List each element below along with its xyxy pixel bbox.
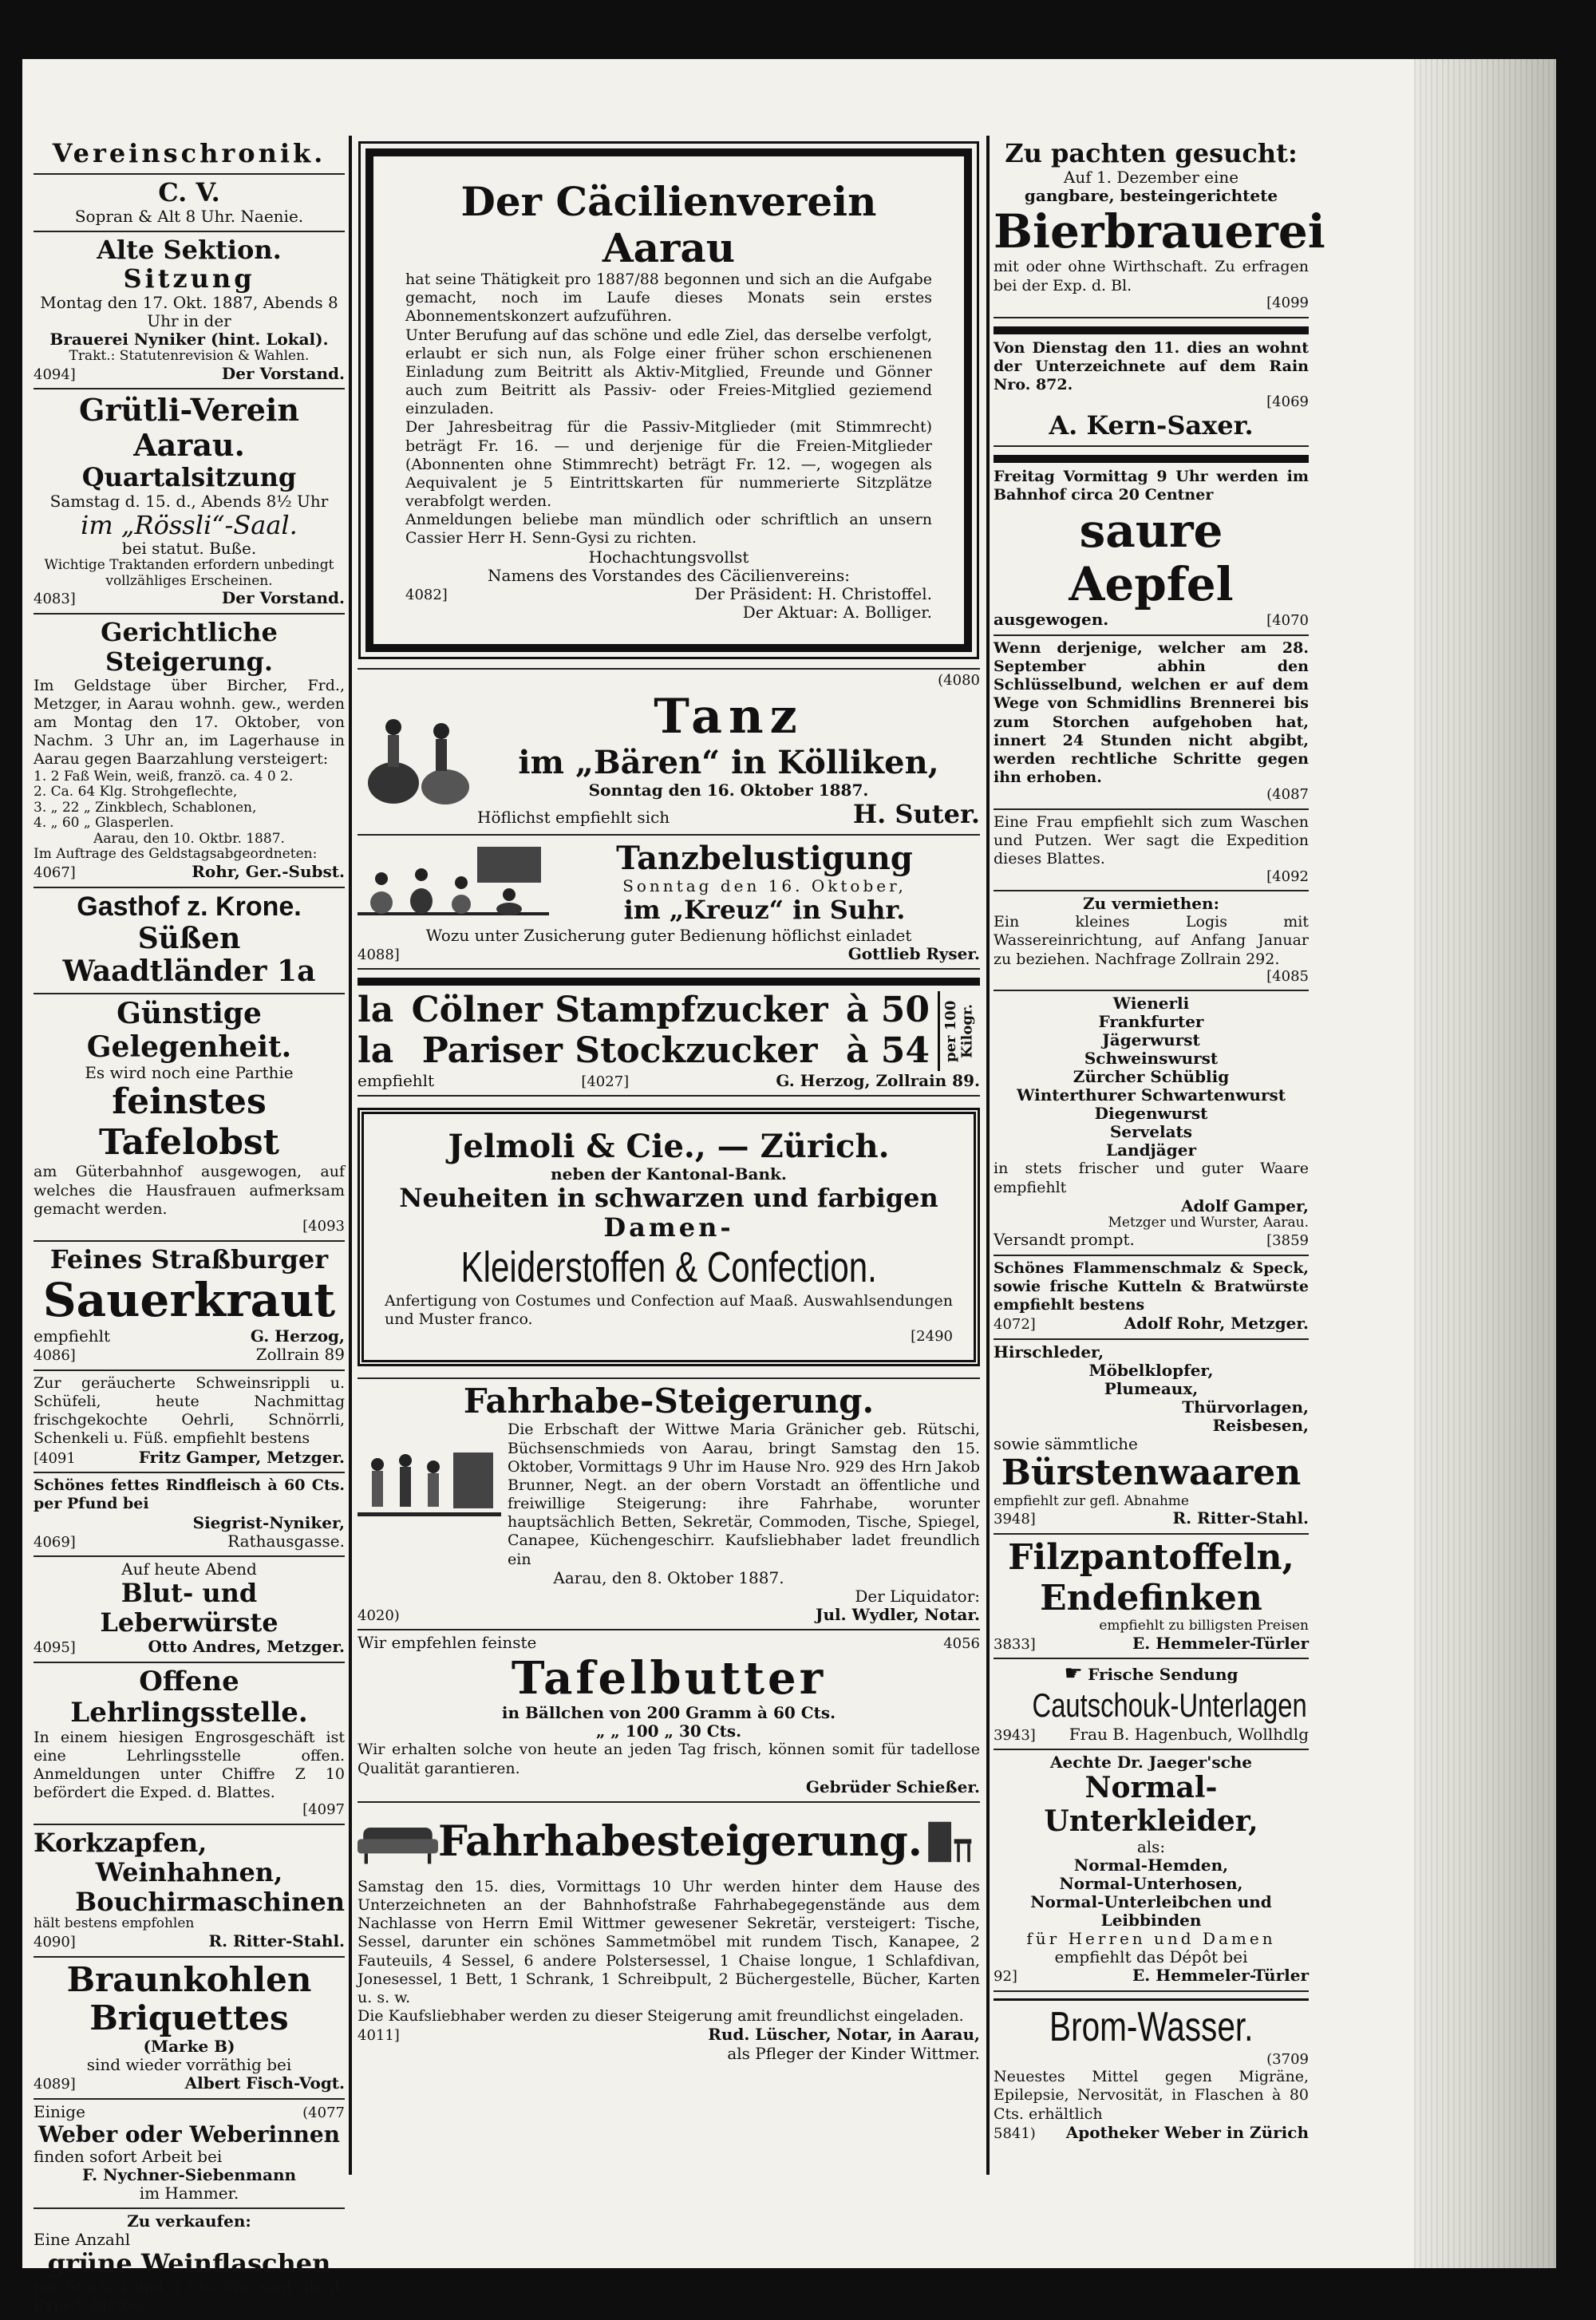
ad-ref: 4069] (34, 1533, 76, 1551)
ad-filzpantoffeln (994, 1535, 1309, 1659)
ad-ref: 4083] (34, 591, 76, 608)
ad-date: Aarau, den 10. Oktbr. 1887. (93, 830, 285, 847)
ad-ref: 4089] (34, 2076, 76, 2093)
ad-signature: Der Präsident: H. Christoffel. (694, 583, 932, 603)
ad-signature: H. Suter. (852, 798, 980, 829)
list-item: Plumeaux, (1104, 1379, 1199, 1399)
ad-caecilienverein (358, 136, 980, 670)
ad-buerstenwaaren (994, 1340, 1309, 1535)
ad-text: Neuheiten in schwarzen und farbigen (399, 1183, 938, 1214)
ad-signature: G. Herzog, Zollrain 89. (776, 1070, 980, 1090)
ad-title: Offene Lehrlingsstelle. (70, 1665, 308, 1729)
ad-brom-wasser (994, 1992, 1309, 2148)
ad-title: Günstige Gelegenheit. (86, 997, 292, 1064)
ad-text: Samstag den 15. dies, Vormittags 10 Uhr werden hinter dem Hause des Unterzeichneten an der Bahnhofstraße Fahrhabegegenstände aus dem Nachlasse von Herrn Emil Wittmer gewesener Sekretär, versteigert: Tische, Sessel, darunter ein schönes Sammetmöbel mit rundem Tisch, Kanapee, 2 Fauteuils, 4 Sessel, 6 andere Polstersessel, 1 Chaise longue, 1 Schlafdivan, Jonesessel, 1 Bett, 1 Schrank, 1 Schreibpult, 2 Büchergestelle, Bücher, Karten u. s. w. (358, 1877, 980, 2006)
ad-price: in Bällchen von 200 Gramm à 60 Cts. (501, 1703, 836, 1723)
ad-text: Versandt prompt. (994, 1230, 1135, 1250)
ad-ref: [4027] (581, 1073, 630, 1090)
list-item: Landjäger (1106, 1140, 1196, 1160)
ad-title: Braunkohlen (66, 1959, 312, 1999)
ad-ref: 4056 (943, 1635, 980, 1653)
ad-headline: Blut- und Leberwürste (100, 1578, 279, 1638)
ad-subtitle: neben der Kantonal-Bank. (551, 1164, 787, 1184)
furniture-icon (922, 1806, 980, 1878)
ad-title: Alte Sektion. (97, 234, 282, 265)
list-item: Normal-Unterhosen, (1059, 1874, 1243, 1894)
rule-bar (994, 455, 1309, 463)
ad-text: Namens des Vorstandes des Cäcilienvereins: (488, 565, 850, 585)
ad-text: la (358, 990, 394, 1031)
ad-ref: [4091 (34, 1449, 76, 1467)
list-item: Möbelklopfer, (1088, 1361, 1214, 1381)
list-item: Wienerli (1112, 994, 1190, 1014)
ad-title: Jelmoli & Cie., — Zürich. (448, 1128, 890, 1166)
rule-bar (994, 1998, 1309, 2001)
ad-ref: 4020) (358, 1607, 400, 1624)
page-edge-fold (1414, 59, 1556, 2268)
ad-ref: 4086] (34, 1347, 76, 1365)
ad-schluesselbund (994, 636, 1309, 810)
ad-text: Einige (34, 2101, 85, 2121)
vereinschronik-header (34, 136, 345, 175)
ad-headline: saure Aepfel (1069, 503, 1234, 611)
list-item: Diegenwurst (1094, 1104, 1208, 1124)
ad-text: In einem hiesigen Engrosgeschäft ist eine Lehrlingsstelle offen. Anmeldungen unter Chiffre Z 10 befördert die Exped. d. Blattes. (34, 1728, 345, 1802)
ad-text: Im Geldstage über Bircher, Frd., Metzger, in Aarau wohnh. gew., werden am Montag den 17. Oktober, von Nachm. 3 Uhr an, im Lagerhause in Aarau gegen Baarzahlung versteigert: (34, 676, 345, 769)
ad-signature: Rud. Lüscher, Notar, in Aarau, (708, 2025, 980, 2045)
list-item: Reisbesen, (1212, 1416, 1309, 1436)
ad-text: Samstag d. 15. d., Abends 8½ Uhr (49, 491, 329, 511)
ad-signature: Der Aktuar: A. Bolliger. (742, 603, 932, 622)
ad-signature: Rohr, Ger.-Subst. (192, 861, 345, 881)
ad-signature: G. Herzog, (250, 1326, 345, 1346)
ad-cv (34, 175, 345, 232)
ad-signature: Siegrist-Nyniker, (192, 1512, 345, 1532)
ad-title: Zu vermiethen: (1083, 894, 1219, 914)
ad-unit: per 100 Kilogr. (942, 1000, 976, 1062)
ad-signature: als Pfleger der Kinder Wittmer. (727, 2043, 980, 2063)
ad-place: im „Kreuz“ in Suhr. (623, 894, 906, 925)
ad-ref: 3833] (994, 1635, 1036, 1653)
ad-ref: [4093 (302, 1217, 345, 1235)
ad-text: Schönes Flammenschmalz & Speck, sowie frische Kutteln & Bratwürste empfiehlt bestens (994, 1259, 1309, 1314)
ad-signature: Apotheker Weber in Zürich (1065, 2122, 1309, 2142)
ad-weinflaschen (34, 2209, 345, 2320)
ad-ref: 4088] (358, 946, 400, 963)
ad-signature: Jul. Wydler, Notar. (816, 1604, 980, 1624)
ad-title: Korkzapfen, (34, 1828, 207, 1859)
list-item: Schweinswurst (1084, 1049, 1219, 1069)
ad-date: Aarau, den 8. Oktober 1887. (553, 1567, 784, 1587)
ad-title: Frische Sendung (1088, 1665, 1238, 1685)
sofa-icon (358, 1806, 438, 1878)
ad-sauerkraut (34, 1242, 345, 1371)
list-item: Hirschleder, (994, 1342, 1104, 1362)
ad-text: Unter Berufung auf das schöne und edle Ziel, das derselbe verfolgt, erlaubt er sich nun, als Folge einer früher schon erschienenen Einladung zum Beitritt als Aktiv-Mitglied, Freunde und Gönner auch zum Beitritt als Passiv- oder Freies-Mitglied geziemend einzuladen. (405, 326, 932, 418)
ad-ref: 4072] (994, 1316, 1036, 1334)
ad-title: Fahrhabe-Steigerung. (463, 1381, 875, 1421)
list-item: 2. Ca. 64 Klg. Strohgeflechte, (34, 784, 238, 800)
ad-ref: [4099 (1266, 294, 1309, 311)
ad-text: Von Dienstag den 11. dies an wohnt der Unterzeichnete auf dem Rain Nro. 872. (994, 338, 1309, 393)
ad-text: empfiehlt (34, 1326, 111, 1346)
ad-signature: F. Nychner-Siebenmann (81, 2164, 297, 2184)
ad-title: Tanz (654, 688, 804, 745)
ad-text: empfiehlt zu billigsten Preisen (1099, 1618, 1309, 1634)
ad-korkzapfen (34, 1825, 345, 1958)
ad-address: Zollrain 89 (255, 1345, 345, 1365)
dancers-illustration-icon (358, 695, 477, 807)
ad-gruetli (34, 389, 345, 615)
ad-text: per Stück 4 und 5 Cts. Wo, sagt die d. Exped. Blattes. (34, 2278, 345, 2314)
ad-text: in stets frischer und guter Waare empfiehlt (994, 1160, 1309, 1196)
ad-ref: 4067] (34, 864, 76, 881)
ad-ref: [2490 (911, 1328, 953, 1346)
ad-text: Zur geräucherte Schweinsrippli u. Schüfeli, heute Nachmittag frischgekochte Oehrli, Schnörrli, Schenkeli u. Füß. empfiehlt bestens (34, 1373, 345, 1448)
column-middle (358, 136, 980, 2068)
ad-blutwurst (34, 1557, 345, 1662)
ad-title: Fahrhabesteigerung. (437, 1816, 922, 1866)
ad-title: Filzpantoffeln, (1008, 1537, 1294, 1578)
ad-text: Anmeldungen beliebe man mündlich oder schriftlich an unsern Cassier Herr H. Senn-Gysi zu richten. (405, 511, 932, 547)
ad-ref: 3943] (994, 1726, 1036, 1744)
ad-text: hält bestens empfohlen (34, 1915, 195, 1932)
ad-text: Sopran & Alt 8 Uhr. Naenie. (74, 206, 304, 226)
ad-address: im Hammer. (139, 2183, 239, 2203)
ad-weber (34, 2100, 345, 2209)
ad-text: Die Erbschaft der Wittwe Maria Gränicher geb. Rütschi, Büchsenschmieds von Aarau, bringt Samstag den 15. Oktober, Vormittags 9 Uhr im Hause Nro. 929 des Hrn Jakob Brunner, Negt. an der obern Vorstadt an öffentliche und freiwillige Steigerung: ihre Fahrhabe, worunter hauptsächlich Betten, Sekretär, Commoden, Tische, Spiegel, Canapee, Küchengeschirr. Kaufsliebhaber ladet freundlich ein (508, 1421, 980, 1568)
ad-price: à 54 (845, 1030, 930, 1072)
list-item: Jägerwurst (1102, 1030, 1200, 1050)
ad-text: Auf 1. Dezember eine (1063, 167, 1239, 187)
ad-text: empfiehlt zur gefl. Abnahme (994, 1492, 1189, 1509)
ad-text: Höflichst empfiehlt sich (477, 807, 670, 827)
ad-text: Ein kleines Logis mit Wassereinrichtung, auf Anfang Januar zu beziehen. Nachfrage Zollrain 292. (994, 913, 1309, 968)
ad-ref: [4070 (1266, 612, 1309, 630)
ad-signature: Otto Andres, Metzger. (148, 1636, 345, 1656)
ad-ref: [4097 (302, 1801, 345, 1819)
ad-ref: (3709 (1266, 2050, 1309, 2068)
ad-flammenschmalz (994, 1256, 1309, 1340)
ad-ref: 4095] (34, 1638, 76, 1656)
ad-headline: Bierbrauerei (994, 204, 1325, 259)
ad-signature: Der Vorstand. (221, 588, 345, 608)
ad-title: Weinhahnen, (95, 1856, 283, 1887)
ad-signature: R. Ritter-Stahl. (1172, 1508, 1309, 1528)
ad-headline: Pariser Stockzucker (421, 1030, 818, 1072)
ad-title: Briquettes (89, 1998, 289, 2037)
ad-text: Hochachtungsvollst (588, 547, 749, 567)
ad-signature: A. Kern-Saxer. (1049, 409, 1254, 441)
ad-signature: Frau B. Hagenbuch, Wollhdlg (1069, 1724, 1309, 1744)
ad-text: Wichtige Traktanden erfordern unbedingt vollzähliges Erscheinen. (44, 557, 334, 589)
ad-text: Wozu unter Zusicherung guter Bedienung höflichst einladet (425, 925, 912, 945)
ad-text: für Herren und Damen (1026, 1929, 1276, 1949)
ad-cautschouk (994, 1659, 1309, 1750)
ad-title: Gasthof z. Krone. (77, 891, 302, 922)
ad-ref: (4077 (302, 2104, 345, 2121)
ad-headline: Normal-Unterkleider, (1044, 1771, 1258, 1838)
ad-braunkohlen (34, 1958, 345, 2100)
ad-zucker (358, 970, 980, 1097)
ad-address: Metzger und Wurster, Aarau. (1108, 1214, 1309, 1231)
ad-text: Anfertigung von Costumes und Confection auf Maaß. Auswahlsendungen und Muster franco. (385, 1292, 953, 1329)
ad-text: ausgewogen. (994, 610, 1109, 630)
ad-text: Eine Frau empfiehlt sich zum Waschen und Putzen. Wer sagt die Expedition dieses Blattes. (994, 812, 1309, 868)
ad-tanzbelustigung (358, 836, 980, 970)
ad-tafelbutter (358, 1630, 980, 1802)
ad-ref: [4085 (1266, 967, 1309, 985)
ad-signature: Adolf Rohr, Metzger. (1124, 1314, 1309, 1334)
ad-date: Sonntag den 16. Oktober, (622, 875, 907, 895)
ad-text: am Güterbahnhof ausgewogen, auf welches die Hausfrauen aufmerksam gemacht werden. (34, 1163, 345, 1218)
ad-signature: Adolf Gamper, (1181, 1196, 1309, 1215)
list-item: 4. „ 60 „ Glasperlen. (34, 815, 174, 832)
ad-price: à 50 (845, 990, 930, 1031)
ad-waschen (994, 810, 1309, 891)
ad-text: la (358, 1030, 394, 1072)
ad-title: Endefinken (1040, 1577, 1262, 1618)
ad-subtitle: Sitzung (123, 263, 255, 294)
ad-title: Tanzbelustigung (616, 839, 913, 877)
ad-signature: E. Hemmeler-Türler (1132, 1966, 1309, 1986)
ad-wurstwaren (994, 991, 1309, 1256)
ad-date: Sonntag den 16. Oktober 1887. (588, 780, 869, 800)
ad-ref: 3948] (994, 1511, 1036, 1528)
ad-logis (994, 891, 1309, 991)
ad-fahrhabesteigerung (358, 1803, 980, 2068)
ad-headline: Brom-Wasser. (1049, 2003, 1254, 2050)
ad-text: bei statut. Buße. (121, 539, 257, 559)
ad-text: empfiehlt das Dépôt bei (1054, 1947, 1248, 1967)
column-rule-1 (349, 136, 352, 2175)
ad-text: Eine Anzahl (34, 2229, 131, 2249)
ad-signature: R. Ritter-Stahl. (208, 1931, 345, 1950)
ad-title: Zu pachten gesucht: (1005, 138, 1298, 168)
ad-text: sind wieder vorräthig bei (86, 2055, 292, 2075)
ad-subtitle: (Marke B) (143, 2037, 235, 2057)
ad-ref: 4082] (405, 586, 448, 603)
ad-tanz-baeren (358, 670, 980, 835)
ad-text: hat seine Thätigkeit pro 1887/88 begonnen und sich an die Aufgabe gemacht, noch im Laufe dieses Monats sein erstes Abonnementskonzert aufzuführen. (405, 271, 932, 326)
list-item: 1. 2 Faß Wein, weiß, franzö. ca. 4 0 2. (34, 768, 294, 785)
ad-headline: grüne Weinflaschen (47, 2247, 331, 2279)
ad-gelegenheit (34, 994, 345, 1241)
ad-ref: 4094] (34, 366, 76, 383)
ad-signature: Fritz Gamper, Metzger. (138, 1447, 345, 1467)
list-item: Normal-Hemden, (1073, 1856, 1229, 1875)
ad-text: Wir empfehlen feinste (358, 1633, 537, 1653)
ad-saure-aepfel (994, 447, 1309, 636)
ad-text: Wenn derjenige, welcher am 28. September abhin den Schlüsselbund, welchen er auf dem Wege von Schmidlins Brennerei bis zum Storchen aufgehoben hat, innert 24 Stunden nicht abgibt, werden rechtliche Schritte gegen ihn erhoben. (994, 638, 1309, 787)
ornamental-frame (358, 1108, 980, 1366)
ad-headline: feinstes Tafelobst (99, 1081, 279, 1163)
ad-price: „ „ 100 „ 30 Cts. (595, 1721, 742, 1741)
list-item: Zürcher Schüblig (1073, 1067, 1230, 1087)
ad-headline: Bürstenwaaren (1001, 1452, 1302, 1494)
ad-text: Damen- (603, 1212, 734, 1243)
ad-ref: 92] (994, 1968, 1017, 1986)
ad-jelmoli (358, 1097, 980, 1379)
ad-title: Zu verkaufen: (127, 2211, 251, 2231)
list-item: Servelats (1109, 1122, 1193, 1142)
ad-ref: 5841) (994, 2124, 1036, 2142)
column-rule-2 (986, 136, 990, 2175)
ad-signature: E. Hemmeler-Türler (1132, 1633, 1309, 1653)
ad-text: als: (1136, 1837, 1166, 1857)
auction-illustration-icon (358, 1421, 501, 1524)
ad-headline: Cautschouk-Unterlagen (1032, 1686, 1307, 1725)
ad-text: Freitag Vormittag 9 Uhr werden im Bahnhof circa 20 Centner (994, 467, 1309, 504)
ad-title: Gerichtliche Steigerung. (101, 617, 278, 677)
ad-ref: (4080 (938, 672, 980, 690)
ad-ref: [4092 (1266, 868, 1309, 885)
ad-text: gangbare, besteingerichtete (1024, 185, 1278, 205)
ad-normal-unterkleider (994, 1750, 1309, 1991)
ad-ref: 4090] (34, 1934, 76, 1950)
ad-text: mit oder ohne Wirthschaft. Zu erfragen bei der Exp. d. Bl. (994, 258, 1309, 294)
ad-alte-sektion (34, 232, 345, 390)
ad-text: empfiehlt (358, 1070, 435, 1090)
ad-gamper-schweinsrippli (34, 1371, 345, 1473)
ad-headline: Tafelbutter (511, 1652, 827, 1705)
column-left (34, 136, 345, 2320)
ad-gerichtliche-steigerung (34, 615, 345, 887)
pointing-hand-icon: ☛ (1064, 1662, 1083, 1686)
ad-ref: 4011] (358, 2027, 400, 2045)
ad-text: Die Kaufsliebhaber werden zu dieser Steigerung amit freundlichst eingeladen. (358, 2007, 964, 2026)
ad-signature: Gebrüder Schießer. (805, 1777, 980, 1796)
ad-bierbrauerei (994, 136, 1325, 318)
ad-text: sowie sämmtliche (994, 1434, 1138, 1454)
ad-kern-saxer (994, 318, 1309, 447)
list-item: Winterthurer Schwartenwurst (1016, 1085, 1286, 1105)
ad-lehrling (34, 1663, 345, 1826)
ad-text: Montag den 17. Okt. 1887, Abends 8 Uhr in der (40, 293, 338, 331)
ad-headline: Sauerkraut (42, 1273, 336, 1328)
column-right (994, 136, 1325, 2147)
list-item: Leibbinden (1100, 1911, 1202, 1931)
ad-headline: Cölner Stampfzucker (411, 990, 828, 1031)
ad-signature: Der Vorstand. (221, 363, 345, 383)
list-item: Frankfurter (1098, 1012, 1204, 1032)
ad-text: Es wird noch eine Parthie (85, 1063, 294, 1083)
list-item: Thürvorlagen, (1182, 1397, 1309, 1417)
ad-krone (34, 888, 345, 995)
ad-title: C. V. (158, 176, 220, 207)
ad-rindfleisch (34, 1473, 345, 1557)
ornamental-frame (365, 148, 972, 652)
section-title: Vereinschronik. (52, 138, 326, 168)
list-item: Normal-Unterleibchen und (1030, 1892, 1272, 1912)
ad-subtitle: Quartalsitzung (81, 461, 297, 492)
ad-text: Wir erhalten solche von heute an jeden Tag frisch, können somit für tadellose Qualität garantieren. (358, 1741, 980, 1777)
ad-text: Der Liquidator: (855, 1586, 980, 1606)
ad-text: Auf heute Abend (121, 1559, 257, 1579)
dance-hall-illustration-icon (358, 839, 549, 927)
ad-title: Der Cäcilienverein Aarau (460, 178, 877, 271)
ad-signature: Albert Fisch-Vogt. (184, 2073, 345, 2093)
ad-fahrhabe-steigerung (358, 1379, 980, 1630)
ad-title: Feines Straßburger (49, 1243, 329, 1275)
ad-signature: Gottlieb Ryser. (847, 943, 980, 963)
ad-text: Neuestes Mittel gegen Migräne, Epilepsie, Nervosität, in Flaschen à 80 Cts. erhältlich (994, 2068, 1309, 2123)
ad-title: Bouchirmaschinen (75, 1886, 345, 1917)
ad-text: Der Jahresbeitrag für die Passiv-Mitglieder (mit Stimmrecht) beträgt Fr. 16. — und derjenige für die Freien-Mitglieder (Abonnenten ohne Stimmrecht) beträgt Fr. 12. —, wogegen als Aequivalent je 5 Eintrittskarten für nummerierte Sitzplätze verabfolgt werden. (405, 418, 932, 511)
ad-title: Aechte Dr. Jaeger'sche (1049, 1753, 1253, 1773)
ad-place: im „Rössli“-Saal. (81, 509, 298, 540)
list-item: 3. „ 22 „ Zinkblech, Schablonen, (34, 799, 257, 816)
ad-text: Schönes fettes Rindfleisch à 60 Cts. per Pfund bei (34, 1476, 345, 1513)
ad-text: finden sofort Arbeit bei (34, 2146, 223, 2166)
ad-title: Grütli-Verein Aarau. (79, 392, 299, 464)
ad-subtitle: im „Bären“ in Kölliken, (518, 743, 939, 781)
ad-address: Rathausgasse. (227, 1531, 345, 1551)
ad-headline: Weber oder Weberinnen (38, 2120, 341, 2148)
ad-place: Brauerei Nyniker (hint. Lokal). (49, 330, 329, 350)
rule-bar (358, 978, 980, 986)
rule-bar (994, 326, 1309, 334)
ad-ref: [4069 (1266, 393, 1309, 411)
ad-ref: [3859 (1266, 1232, 1309, 1250)
ad-ref: (4087 (1266, 786, 1309, 804)
ad-text: Im Auftrage des Geldstagsabgeordneten: (34, 846, 318, 863)
ad-subtitle: Süßen Waadtländer 1a (62, 921, 316, 989)
ad-text: Trakt.: Statutenrevision & Wahlen. (69, 348, 310, 365)
ad-headline: Kleiderstoffen & Confection. (460, 1243, 877, 1291)
